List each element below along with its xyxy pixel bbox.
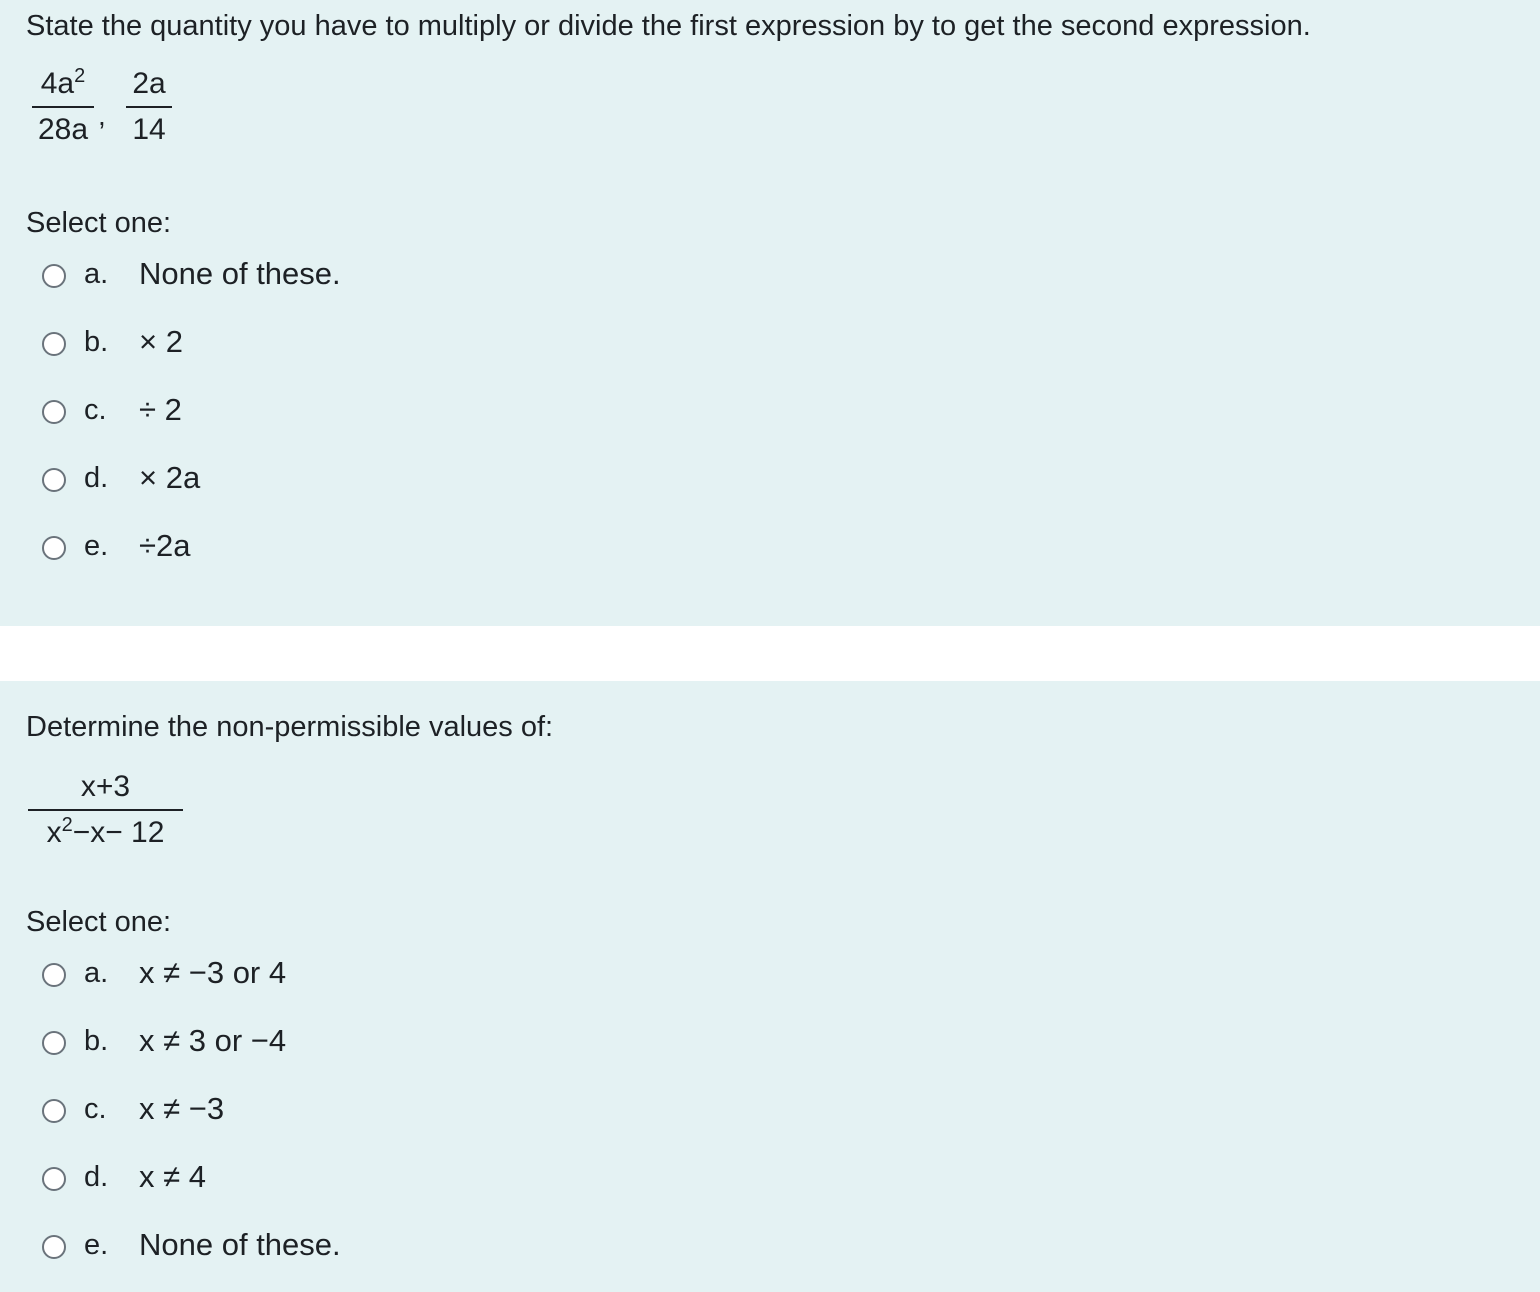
option-text: None of these. xyxy=(139,256,341,291)
question-2 xyxy=(0,681,1540,1292)
q1-option-e[interactable] xyxy=(40,526,640,572)
q2-option-e[interactable] xyxy=(40,1225,640,1271)
radio-button[interactable] xyxy=(42,332,66,356)
fraction-2 xyxy=(126,62,172,152)
question-1 xyxy=(0,0,1540,626)
q1-option-b[interactable] xyxy=(40,322,640,368)
option-text: x ≠ −3 or 4 xyxy=(139,955,287,990)
rational-denominator-exponent: 2 xyxy=(61,814,73,836)
rational-denominator-rest: −x− 12 xyxy=(72,816,165,849)
option-text: ÷ 2 xyxy=(139,392,182,427)
option-letter: d. xyxy=(84,1161,109,1193)
option-text: None of these. xyxy=(139,1227,341,1262)
radio-button[interactable] xyxy=(42,1099,66,1123)
question-2-prompt: Determine the non-permissible values of: xyxy=(26,711,554,743)
rational-expression xyxy=(28,765,183,855)
radio-button[interactable] xyxy=(42,264,66,288)
option-letter: b. xyxy=(84,326,109,358)
option-text: × 2a xyxy=(139,460,201,495)
fraction-2-denominator: 14 xyxy=(132,113,166,146)
select-one-label: Select one: xyxy=(26,906,172,938)
fraction-1-denominator: 28a xyxy=(37,113,89,146)
option-letter: e. xyxy=(84,530,109,562)
radio-button[interactable] xyxy=(42,468,66,492)
select-one-label: Select one: xyxy=(26,207,172,239)
option-text: x ≠ 3 or −4 xyxy=(139,1023,287,1058)
q1-option-d[interactable] xyxy=(40,458,640,504)
option-letter: a. xyxy=(84,957,109,989)
option-text: x ≠ −3 xyxy=(139,1091,225,1126)
fraction-2-numerator: 2a xyxy=(132,67,166,100)
rational-numerator: x+3 xyxy=(80,770,131,803)
radio-button[interactable] xyxy=(42,963,66,987)
option-letter: e. xyxy=(84,1229,109,1261)
option-letter: a. xyxy=(84,258,109,290)
option-letter: d. xyxy=(84,462,109,494)
fraction-1 xyxy=(32,62,94,152)
radio-button[interactable] xyxy=(42,1167,66,1191)
fraction-1-exponent: 2 xyxy=(74,65,86,87)
rational-denominator-base: x xyxy=(46,816,62,849)
option-letter: b. xyxy=(84,1025,109,1057)
q1-option-c[interactable] xyxy=(40,390,640,436)
q2-option-b[interactable] xyxy=(40,1021,640,1067)
q2-option-c[interactable] xyxy=(40,1089,640,1135)
option-letter: c. xyxy=(84,1093,107,1125)
option-text: × 2 xyxy=(139,324,183,359)
expression-separator: , xyxy=(98,100,106,131)
option-letter: c. xyxy=(84,394,107,426)
radio-button[interactable] xyxy=(42,1235,66,1259)
fraction-1-numerator: 4a xyxy=(40,67,75,100)
q2-option-d[interactable] xyxy=(40,1157,640,1203)
q1-option-a[interactable] xyxy=(40,254,640,300)
radio-button[interactable] xyxy=(42,1031,66,1055)
question-1-prompt: State the quantity you have to multiply or divide the first expression by to get the second expression. xyxy=(26,10,1311,42)
radio-button[interactable] xyxy=(42,400,66,424)
q2-option-a[interactable] xyxy=(40,953,640,999)
radio-button[interactable] xyxy=(42,536,66,560)
option-text: x ≠ 4 xyxy=(139,1159,206,1194)
option-text: ÷2a xyxy=(139,528,191,563)
